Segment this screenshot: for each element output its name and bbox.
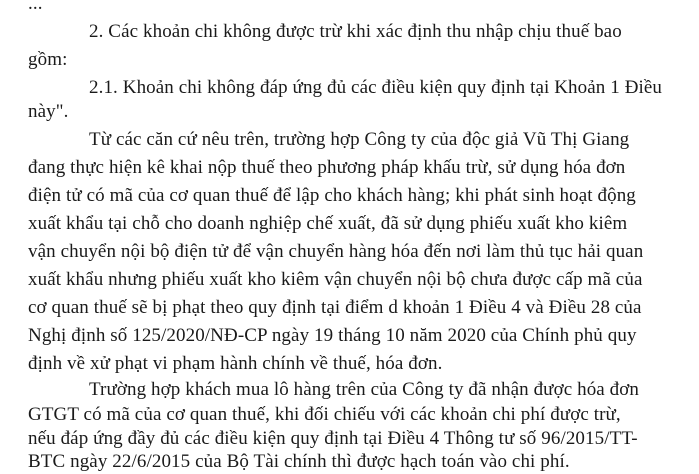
text-line-12: Nghị định số 125/2020/NĐ-CP ngày 19 tháng 10 năm 2020 của Chính phủ quy: [28, 325, 637, 346]
text-line-5: Từ các căn cứ nêu trên, trường hợp Công ty của độc giả Vũ Thị Giang: [89, 129, 630, 150]
text-line-7: điện tử có mã của cơ quan thuế để lập cho khách hàng; khi phát sinh hoạt động: [28, 185, 636, 206]
text-line-14: Trường hợp khách mua lô hàng trên của Công ty đã nhận được hóa đơn: [89, 379, 640, 400]
text-line-11: cơ quan thuế sẽ bị phạt theo quy định tại điểm d khoản 1 Điều 4 và Điều 28 của: [28, 297, 642, 318]
text-line-10: xuất khẩu nhưng phiếu xuất kho kiêm vận chuyển nội bộ chưa được cấp mã của: [28, 269, 643, 290]
text-line-16: nếu đáp ứng đầy đủ các điều kiện quy định tại Điều 4 Thông tư số 96/2015/TT-: [28, 428, 638, 449]
text-line-9: vận chuyển nội bộ điện tử để vận chuyển hàng hóa đến nơi làm thủ tục hải quan: [28, 241, 644, 262]
text-line-13: định về xử phạt vi phạm hành chính về thuế, hóa đơn.: [28, 353, 443, 374]
text-line-3: 2.1. Khoản chi không đáp ứng đủ các điều kiện quy định tại Khoản 1 Điều: [89, 77, 663, 98]
text-line-6: đang thực hiện kê khai nộp thuế theo phương pháp khấu trừ, sử dụng hóa đơn: [28, 157, 626, 178]
text-line-8: xuất khẩu tại chỗ cho doanh nghiệp chế xuất, đã sử dụng phiếu xuất kho kiêm: [28, 213, 628, 234]
text-line-4: này".: [28, 101, 69, 122]
text-line-1: 2. Các khoản chi không được trừ khi xác định thu nhập chịu thuế bao: [89, 21, 622, 42]
text-line-2: gồm:: [28, 49, 68, 70]
text-line-17: BTC ngày 22/6/2015 của Bộ Tài chính thì được hạch toán vào chi phí.: [28, 451, 570, 472]
ellipsis-marker: ...: [28, 0, 43, 14]
text-line-15: GTGT có mã của cơ quan thuế, khi đối chiếu với các khoản chi phí được trừ,: [28, 404, 621, 425]
